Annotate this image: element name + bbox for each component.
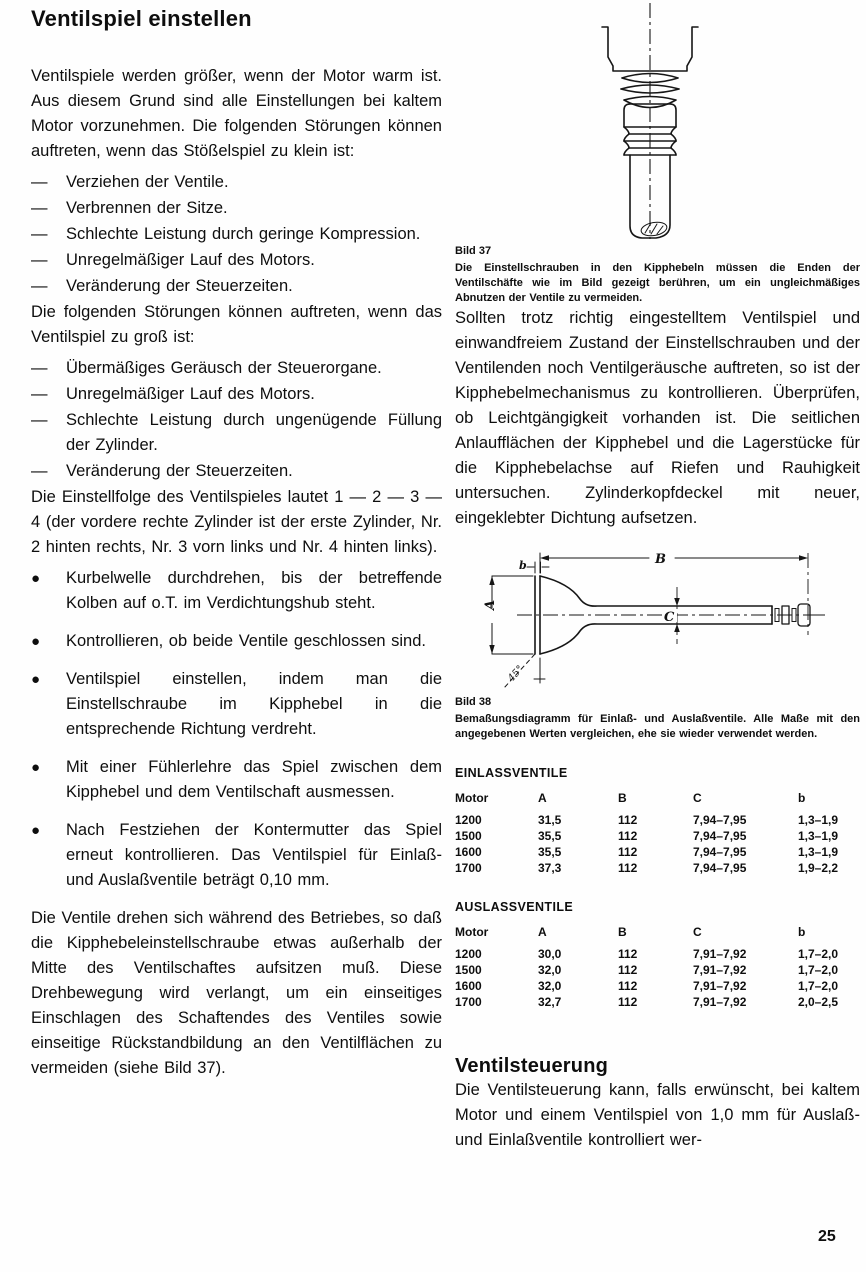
- figure-37-adjust-screw-drawing: [455, 0, 860, 240]
- list-item-text: Schlechte Leistung durch ungenügende Füllung der Zylinder.: [66, 411, 442, 454]
- table-cell: 1,7–2,0: [798, 947, 839, 961]
- step-item: [31, 629, 442, 654]
- table-cell: 112: [618, 979, 638, 993]
- step-item: [31, 818, 442, 893]
- dimension-label-b: b: [519, 559, 527, 572]
- list-item: [31, 274, 442, 299]
- table-cell: 1,3–1,9: [798, 813, 839, 827]
- table-cell: 1,7–2,0: [798, 963, 839, 977]
- list-item: [31, 222, 442, 247]
- table-cell: 30,0: [538, 947, 562, 961]
- col-header: Motor: [455, 925, 489, 939]
- dash-marker: —: [31, 225, 48, 243]
- step-item: [31, 667, 442, 742]
- table-cell: 1200: [455, 813, 482, 827]
- table-cell: 7,94–7,95: [693, 829, 747, 843]
- table-row: [455, 946, 860, 962]
- rocker-mechanism-paragraph: Sollten trotz richtig eingestelltem Ventilspiel und einwandfreiem Zustand der Einstellschrauben und der Ventilenden noch Ventilgeräusche auftreten, so ist der Kipphebelmechanismus zu kontrollieren. Überprüfen, ob Leichtgängigkeit vorhanden ist. Die seitlichen Anlaufflächen der Kipphebel und die Lagerstücke für die Kipphebelachse auf Riefen und Rauhigkeit untersuchen. Zylinderkopfdeckel mit neuer, eingeklebter Dichtung aufsetzen.: [455, 309, 860, 527]
- adjustment-sequence-paragraph: Die Einstellfolge des Ventilspieles lautet 1 — 2 — 3 — 4 (der vordere rechte Zylinder ist der erste Zylinder, Nr. 2 hinten rechts, Nr. 3 vorn links und Nr. 4 hinten links).: [31, 488, 442, 556]
- list-item-text: Übermäßiges Geräusch der Steuerorgane.: [66, 359, 382, 377]
- bullet-marker: ●: [31, 633, 41, 650]
- table-cell: 7,94–7,95: [693, 861, 747, 875]
- list-item: [31, 356, 442, 381]
- table-cell: 7,91–7,92: [693, 963, 747, 977]
- col-header: b: [798, 925, 806, 939]
- list-item-text: Veränderung der Steuerzeiten.: [66, 462, 293, 480]
- table-row: [455, 962, 860, 978]
- figure-38-valve-dimension-drawing: [455, 543, 860, 691]
- dash-marker: —: [31, 251, 48, 269]
- figure-label: Bild 37: [455, 245, 492, 257]
- step-text: Kurbelwelle durchdrehen, bis der betreffende Kolben auf o.T. im Verdichtungshub steht.: [66, 569, 442, 612]
- dimension-label-C: C: [664, 610, 675, 625]
- table-header-row: [455, 790, 860, 806]
- table-cell: 1,3–1,9: [798, 829, 839, 843]
- figure-37-caption: [455, 244, 860, 306]
- intro-paragraph: Ventilspiele werden größer, wenn der Motor warm ist. Aus diesem Grund sind alle Einstellungen bei kaltem Motor vorzunehmen. Die folgenden Störungen können auftreten, wenn das Stößelspiel zu klein ist:: [31, 67, 442, 160]
- table-cell: 112: [618, 995, 638, 1009]
- col-header: B: [618, 791, 627, 805]
- table-cell: 32,7: [538, 995, 562, 1009]
- step-item: [31, 755, 442, 805]
- dash-marker: —: [31, 277, 48, 295]
- table-cell: 1600: [455, 979, 482, 993]
- intake-valves-table-title: EINLASSVENTILE: [455, 766, 568, 780]
- step-item: [31, 566, 442, 616]
- table-cell: 32,0: [538, 963, 562, 977]
- list-item: [31, 459, 442, 484]
- col-header: B: [618, 925, 627, 939]
- dimension-label-45deg: 45°: [505, 663, 527, 685]
- figure-38-caption: [455, 695, 860, 742]
- dash-marker: —: [31, 411, 48, 429]
- table-cell: 1500: [455, 829, 482, 843]
- exhaust-valves-table-title: AUSLASSVENTILE: [455, 900, 574, 914]
- table-row: [455, 860, 860, 876]
- table-cell: 7,91–7,92: [693, 979, 747, 993]
- section-heading-ventilsteuerung: Ventilsteuerung: [455, 1055, 609, 1077]
- list-item: [31, 196, 442, 221]
- table-cell: 7,91–7,92: [693, 947, 747, 961]
- table-cell: 35,5: [538, 845, 562, 859]
- table-cell: 112: [618, 845, 638, 859]
- figure-label: Bild 38: [455, 696, 492, 708]
- dash-marker: —: [31, 199, 48, 217]
- table-cell: 112: [618, 947, 638, 961]
- page-title: Ventilspiel einstellen: [31, 6, 252, 31]
- table-cell: 112: [618, 963, 638, 977]
- dash-marker: —: [31, 385, 48, 403]
- table-cell: 1600: [455, 845, 482, 859]
- table-cell: 7,94–7,95: [693, 845, 747, 859]
- small-clearance-issue-list: [31, 170, 442, 299]
- dash-marker: —: [31, 359, 48, 377]
- large-clearance-intro: Die folgenden Störungen können auftreten, wenn das Ventilspiel zu groß ist:: [31, 303, 442, 346]
- table-row: [455, 994, 860, 1010]
- step-text: Ventilspiel einstellen, indem man die Einstellschraube im Kipphebel in die entsprechende Richtung verdreht.: [66, 670, 442, 738]
- adjustment-steps-list: [31, 566, 442, 893]
- table-cell: 2,0–2,5: [798, 995, 839, 1009]
- bullet-marker: ●: [31, 759, 41, 776]
- list-item-text: Unregelmäßiger Lauf des Motors.: [66, 385, 315, 403]
- table-header-row: [455, 924, 860, 940]
- list-item: [31, 170, 442, 195]
- table-cell: 1,7–2,0: [798, 979, 839, 993]
- table-cell: 1,3–1,9: [798, 845, 839, 859]
- table-row: [455, 978, 860, 994]
- bullet-marker: ●: [31, 570, 41, 587]
- table-cell: 35,5: [538, 829, 562, 843]
- table-cell: 112: [618, 861, 638, 875]
- table-row: [455, 812, 860, 828]
- bullet-marker: ●: [31, 822, 41, 839]
- left-column: [31, 6, 442, 1081]
- col-header: A: [538, 925, 547, 939]
- table-cell: 7,94–7,95: [693, 813, 747, 827]
- col-header: Motor: [455, 791, 489, 805]
- step-text: Nach Festziehen der Kontermutter das Spiel erneut kontrollieren. Das Ventilspiel für Einlaß- und Auslaßventile beträgt 0,10 mm.: [66, 821, 442, 889]
- table-cell: 32,0: [538, 979, 562, 993]
- col-header: b: [798, 791, 806, 805]
- table-row: [455, 828, 860, 844]
- valve-rotation-paragraph: Die Ventile drehen sich während des Betriebes, so daß die Kipphebeleinstellschraube etwas außerhalb der Mitte des Ventilschaftes aufsitzen muß. Diese Drehbewegung wird verlangt, um ein einseitiges Einschlagen des Schaftendes des Ventiles sowie einseitige Rückstandbildung an den Ventilflächen zu vermeiden (siehe Bild 37).: [31, 909, 442, 1077]
- table-cell: 31,5: [538, 813, 562, 827]
- table-cell: 1,9–2,2: [798, 861, 839, 875]
- figure-caption-text: Bemaßungsdiagramm für Einlaß- und Auslaßventile. Alle Maße mit den angegebenen Werten vergleichen, ehe sie wieder verwendet werden.: [455, 713, 860, 740]
- table-cell: 1200: [455, 947, 482, 961]
- col-header: C: [693, 925, 702, 939]
- table-cell: 112: [618, 813, 638, 827]
- list-item: [31, 408, 442, 458]
- list-item: [31, 382, 442, 407]
- dimension-label-B: B: [655, 552, 666, 567]
- valve-timing-paragraph: Die Ventilsteuerung kann, falls erwünscht, bei kaltem Motor und einem Ventilspiel von 1,0 mm für Auslaß- und Einlaßventile kontrolliert wer-: [455, 1081, 860, 1149]
- list-item-text: Veränderung der Steuerzeiten.: [66, 277, 293, 295]
- adjust-screw-illustration: [537, 0, 792, 240]
- table-cell: 1700: [455, 995, 482, 1009]
- intake-valves-table: [455, 790, 860, 876]
- dash-marker: —: [31, 173, 48, 191]
- dash-marker: —: [31, 462, 48, 480]
- step-text: Kontrollieren, ob beide Ventile geschlossen sind.: [66, 632, 426, 650]
- table-row: [455, 844, 860, 860]
- list-item: [31, 248, 442, 273]
- list-item-text: Schlechte Leistung durch geringe Kompression.: [66, 225, 421, 243]
- step-text: Mit einer Fühlerlehre das Spiel zwischen dem Kipphebel und dem Ventilschaft ausmessen.: [66, 758, 442, 801]
- table-cell: 7,91–7,92: [693, 995, 747, 1009]
- table-cell: 1500: [455, 963, 482, 977]
- table-cell: 112: [618, 829, 638, 843]
- list-item-text: Verziehen der Ventile.: [66, 173, 229, 191]
- exhaust-valves-table: [455, 924, 860, 1010]
- col-header: A: [538, 791, 547, 805]
- bullet-marker: ●: [31, 671, 41, 688]
- large-clearance-issue-list: [31, 356, 442, 484]
- page-number: 25: [818, 1228, 836, 1245]
- col-header: C: [693, 791, 702, 805]
- table-cell: 1700: [455, 861, 482, 875]
- list-item-text: Unregelmäßiger Lauf des Motors.: [66, 251, 315, 269]
- table-cell: 37,3: [538, 861, 562, 875]
- dimension-label-A: A: [483, 599, 498, 610]
- figure-caption-text: Die Einstellschrauben in den Kipphebeln müssen die Enden der Ventilschäfte wie im Bild gezeigt berühren, um ein ungleichmäßiges Abnutzen der Ventile zu vermeiden.: [455, 262, 860, 304]
- right-column: [455, 0, 860, 1153]
- valve-dimension-illustration: [477, 545, 857, 697]
- list-item-text: Verbrennen der Sitze.: [66, 199, 228, 217]
